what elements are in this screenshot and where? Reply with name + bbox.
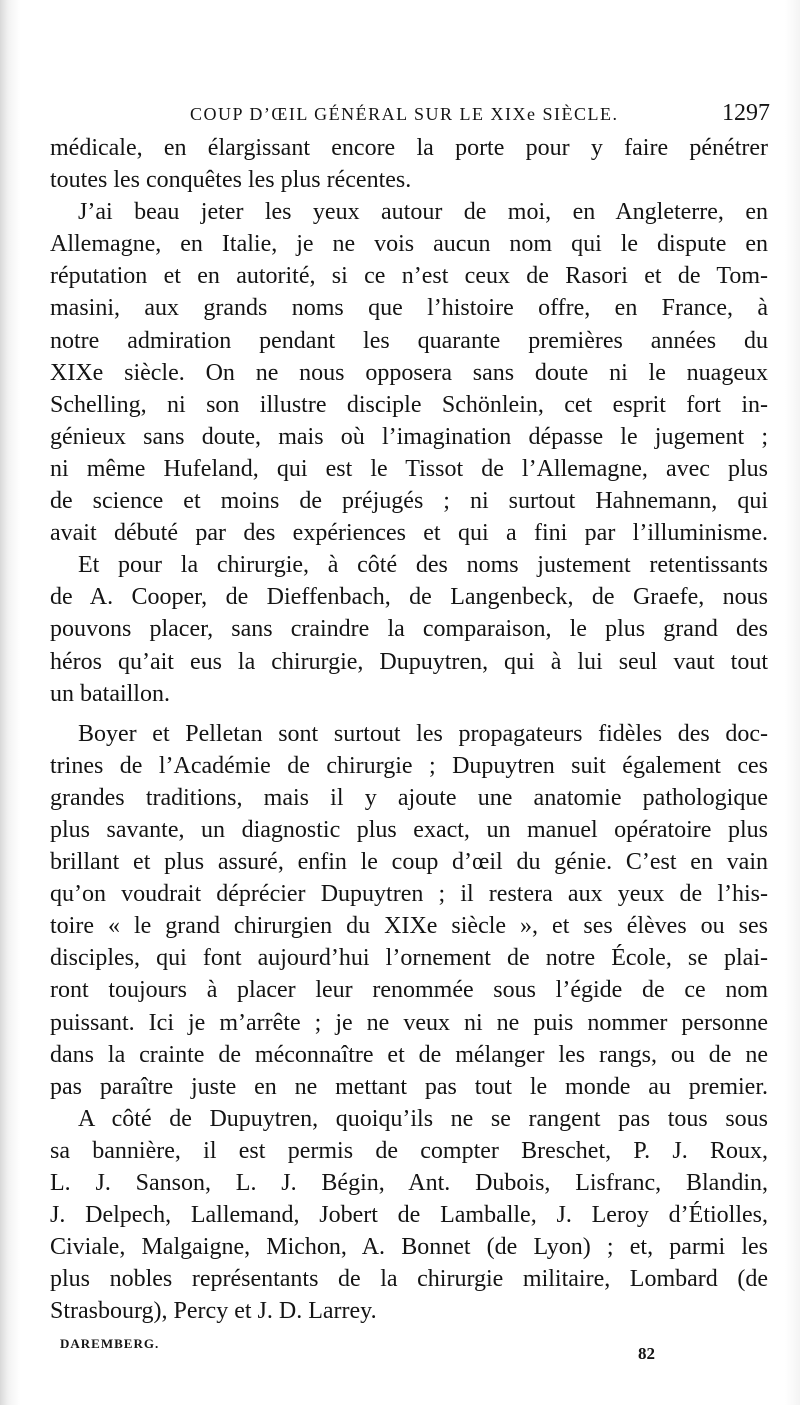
text-line: Boyer et Pelletan sont surtout les propagateurs fidèles des doc- bbox=[78, 720, 768, 747]
text-line: notre admiration pendant les quarante premières années du bbox=[50, 327, 768, 354]
text-line: plus savante, un diagnostic plus exact, un manuel opératoire plus bbox=[50, 816, 768, 843]
text-line: XIXe siècle. On ne nous opposera sans doute ni le nuageux bbox=[50, 359, 768, 386]
text-line: brillant et plus assuré, enfin le coup d’œil du génie. C’est en vain bbox=[50, 849, 768, 876]
signature-mark: 82 bbox=[638, 1344, 655, 1363]
paragraph-gap bbox=[50, 710, 768, 718]
text-line: toutes les conquêtes les plus récentes. bbox=[50, 167, 412, 194]
text-line: plus nobles représentants de la chirurgie militaire, Lombard (de bbox=[50, 1266, 768, 1293]
text-line: médicale, en élargissant encore la porte pour y faire pénétrer bbox=[50, 135, 768, 161]
footer-author: DAREMBERG. bbox=[60, 1336, 160, 1351]
text-line: Allemagne, en Italie, je ne vois aucun nom qui le dispute en bbox=[50, 231, 768, 258]
text-line: pouvons placer, sans craindre la comparaison, le plus grand des bbox=[50, 616, 768, 643]
text-line: de science et moins de préjugés ; ni surtout Hahnemann, qui bbox=[50, 488, 768, 515]
text-line: Civiale, Malgaigne, Michon, A. Bonnet (de Lyon) ; et, parmi les bbox=[50, 1234, 768, 1261]
text-line: sa bannière, il est permis de compter Breschet, P. J. Roux, bbox=[50, 1137, 768, 1164]
text-line: masini, aux grands noms que l’histoire offre, en France, à bbox=[50, 295, 768, 322]
running-title: COUP D’ŒIL GÉNÉRAL SUR LE XIXe SIÈCLE. bbox=[190, 104, 619, 124]
text-line: Schelling, ni son illustre disciple Schönlein, cet esprit fort in- bbox=[50, 391, 768, 418]
text-line: réputation et en autorité, si ce n’est ceux de Rasori et de Tom- bbox=[50, 263, 768, 290]
paragraph bbox=[50, 549, 768, 709]
text-line: L. J. Sanson, L. J. Bégin, Ant. Dubois, Lisfranc, Blandin, bbox=[50, 1170, 768, 1196]
text-line: grandes traditions, mais il y ajoute une anatomie pathologique bbox=[50, 784, 768, 811]
text-line: J. Delpech, Lallemand, Jobert de Lamballe, J. Leroy d’Étiolles, bbox=[50, 1202, 768, 1229]
text-line: A côté de Dupuytren, quoiqu’ils ne se rangent pas tous sous bbox=[78, 1105, 768, 1132]
text-line: génieux sans doute, mais où l’imagination dépasse le jugement ; bbox=[50, 423, 768, 450]
text-line: de A. Cooper, de Dieffenbach, de Langenbeck, de Graefe, nous bbox=[50, 584, 768, 611]
text-line: pas paraître juste en ne mettant pas tout le monde au premier. bbox=[50, 1073, 768, 1100]
text-line: Strasbourg), Percy et J. D. Larrey. bbox=[50, 1298, 377, 1325]
paragraph bbox=[50, 132, 768, 196]
text-line: puissant. Ici je m’arrête ; je ne veux ni ne puis nommer personne bbox=[50, 1009, 768, 1036]
text-line: avait débuté par des expériences et qui a fini par l’illuminisme. bbox=[50, 520, 768, 547]
text-line: disciples, qui font aujourd’hui l’ornement de notre École, se plai- bbox=[50, 945, 768, 972]
body-text bbox=[50, 132, 768, 1327]
text-line: Et pour la chirurgie, à côté des noms justement retentissants bbox=[78, 552, 768, 579]
text-line: toire « le grand chirurgien du XIXe siècle », et ses élèves ou ses bbox=[50, 913, 768, 940]
text-line: qu’on voudrait déprécier Dupuytren ; il restera aux yeux de l’his- bbox=[50, 881, 768, 908]
text-line: trines de l’Académie de chirurgie ; Dupuytren suit également ces bbox=[50, 752, 768, 779]
text-line: ni même Hufeland, qui est le Tissot de l’Allemagne, avec plus bbox=[50, 455, 768, 482]
paragraph bbox=[50, 1103, 768, 1328]
page-header bbox=[40, 98, 770, 130]
text-line: un bataillon. bbox=[50, 680, 170, 707]
text-line: héros qu’ait eus la chirurgie, Dupuytren, qui à lui seul vaut tout bbox=[50, 648, 768, 675]
text-line: dans la crainte de méconnaître et de mélanger les rangs, ou de ne bbox=[50, 1041, 768, 1068]
text-line: J’ai beau jeter les yeux autour de moi, en Angleterre, en bbox=[78, 199, 768, 226]
text-line: ront toujours à placer leur renommée sous l’égide de ce nom bbox=[50, 977, 768, 1004]
paragraph bbox=[50, 718, 768, 1103]
paragraph bbox=[50, 196, 768, 549]
page-number: 1297 bbox=[722, 100, 770, 126]
